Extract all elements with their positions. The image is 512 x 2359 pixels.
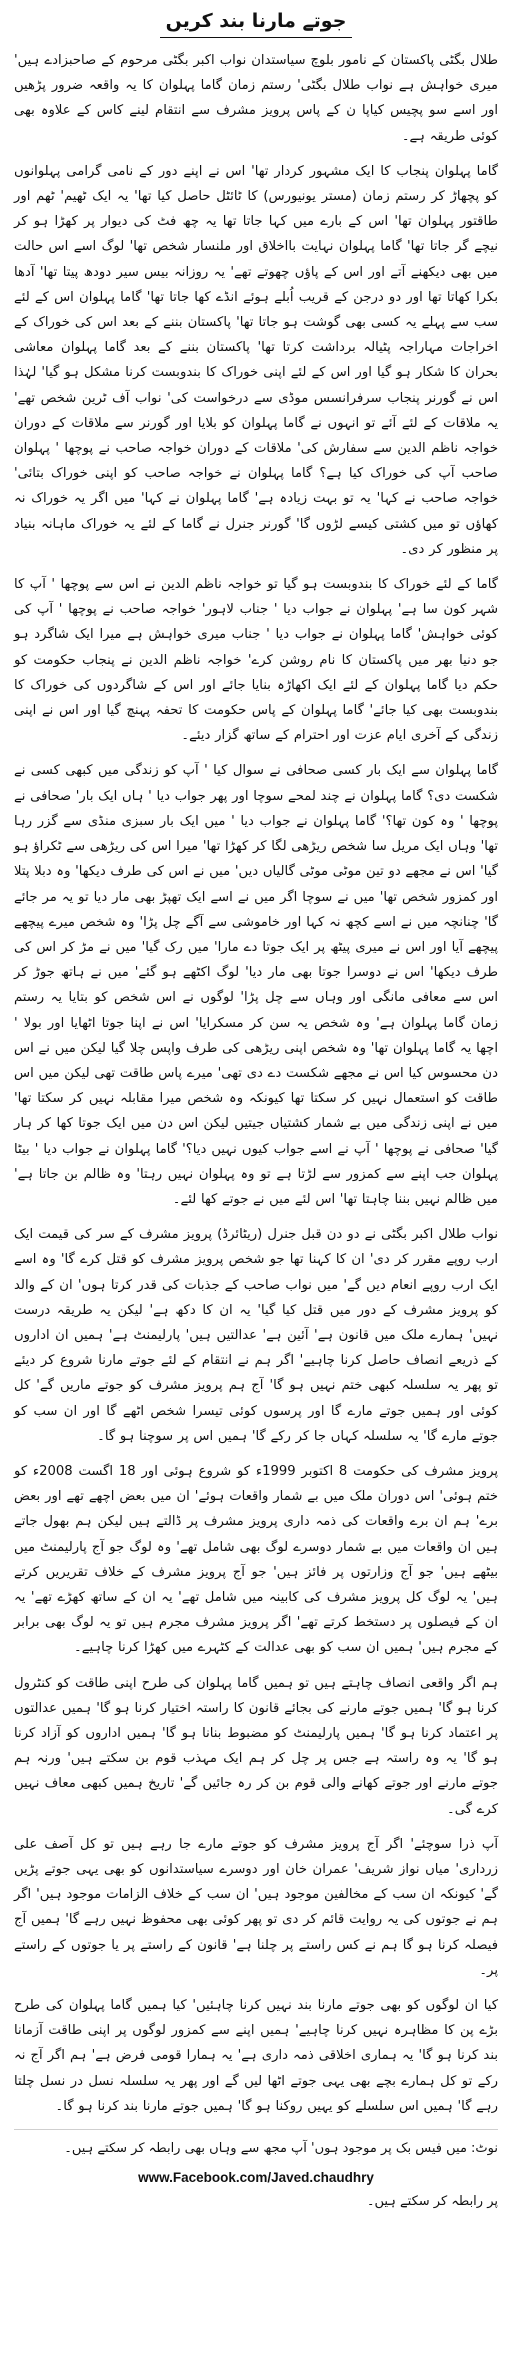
- paragraph-3: گاما کے لئے خوراک کا بندوبست ہو گیا تو خواجہ ناظم الدین نے اس سے پوچھا ' آپ کا شہر کون سا ہے' پہلوان نے جواب دیا ' جناب لاہور' خواجہ صاحب نے پوچھا ' آپ کی کوئی خواہش' گاما پہلوان نے جواب دیا ' جناب میری خواہش ہے میرا ایک شاگرد ہو جو دنیا بھر میں پاکستان کا نام روشن کرے' خواجہ ناظم الدین نے پنجاب حکومت کو حکم دیا گاما پہلوان کے لئے ایک اکھاڑہ بنایا جائے اور اس کے شاگردوں کی خوراک کا بندوبست بھی کیا جائے' گاما پہلوان کے پاس حکومت کا تحفہ پہنچ گیا اور اس نے اپنی زندگی کے آخری ایام عزت اور احترام کے ساتھ گزار دیئے۔: [14, 577, 498, 744]
- paragraph-1: طلال بگٹی پاکستان کے نامور بلوچ سیاستدان نواب اکبر بگٹی مرحوم کے صاحبزادے ہیں' میری خواہش ہے نواب طلال بگٹی' رستم زمان گاما پہلوان کا یہ واقعہ ضرور پڑھیں اور اسے سو پچیس کیاپا ن کے پاس پرویز مشرف سے انتقام لینے کاس کے علاوہ بھی کوئی طریقہ ہے۔: [14, 53, 498, 144]
- paragraph-7: ہم اگر واقعی انصاف چاہتے ہیں تو ہمیں گاما پہلوان کی طرح اپنی طاقت کو کنٹرول کرنا ہو گا' ہمیں جوتے مارنے کی بجائے قانون کا راستہ اختیار کرنا ہو گا' ہمیں عدالتوں پر اعتماد کرنا ہو گا' ہمیں پارلیمنٹ کو مضبوط بنانا ہو گا' ہمیں اداروں کو آزاد کرنا ہو گا' یہ وہ راستہ ہے جس پر چل کر ہم ایک مہذب قوم بن سکتے ہیں' ورنہ ہم جوتے مارنے اور جوتے کھانے والی قوم بن کر رہ جائیں گے' تاریخ ہمیں کبھی معاف نہیں کرے گی۔: [14, 1675, 498, 1817]
- paragraph-8: آپ ذرا سوچئے' اگر آج پرویز مشرف کو جوتے مارے جا رہے ہیں تو کل آصف علی زرداری' میاں نواز شریف' عمران خان اور دوسرے سیاستدانوں کو بھی یہی جوتے پڑیں گے' کیونکہ ان سب کے مخالفین موجود ہیں' ان سب کے خلاف الزامات موجود ہیں' اگر ہم نے جوتوں کی یہ روایت قائم کر دی تو پھر کوئی بھی محفوظ نہیں رہے گا' ہمیں آج فیصلہ کرنا ہو گا ہم نے کس راستے پر چلنا ہے' قانون کے راستے پر یا جوتوں کے راستے پر۔: [14, 1836, 498, 1978]
- footnote-text: نوٹ: میں فیس بک پر موجود ہوں' آپ مجھ سے وہاں بھی رابطہ کر سکتے ہیں۔: [64, 2141, 498, 2157]
- paragraph-6: پرویز مشرف کی حکومت 8 اکتوبر 1999ء کو شروع ہوئی اور 18 اگست 2008ء کو ختم ہوئی' اس دوران ملک میں بے شمار واقعات ہوئے' ان میں بعض اچھے تھے اور بعض برے' ہم ان برے واقعات کی ذمہ داری پرویز مشرف پر ڈالتے ہیں لیکن ہم بھول جاتے ہیں ان واقعات میں بے شمار دوسرے لوگ بھی شامل تھے' وہ لوگ جو آج پارلیمنٹ میں بیٹھے ہیں' جو آج وزارتوں پر فائز ہیں' جو آج پرویز مشرف کے خلاف تقریریں کرتے ہیں' یہ لوگ کل پرویز مشرف کی کابینہ میں شامل تھے' یہ ان کے ساتھ کھڑے تھے' یہ ان کے فیصلوں پر دستخط کرتے تھے' اگر پرویز مشرف مجرم ہیں تو یہ لوگ بھی برابر کے مجرم ہیں' ہمیں ان سب کو بھی عدالت کے کٹہرے میں کھڑا کرنا چاہیے۔: [14, 1463, 499, 1656]
- headline-text: جوتے مارنا بند کریں: [160, 8, 353, 38]
- paragraph-9: کیا ان لوگوں کو بھی جوتے مارنا بند نہیں کرنا چاہئیں' کیا ہمیں گاما پہلوان کی طرح بڑے پن کا مظاہرہ نہیں کرنا چاہیے' ہمیں اپنے سے کمزور لوگوں پر اپنی طاقت آزمانا بند کرنا ہو گا' یہ ہماری اخلاقی ذمہ داری ہے' یہ ہمارا قومی فرض ہے' ہم اگر آج نہ رکے تو کل ہمارے بچے بھی یہی جوتے اٹھا لیں گے اور پھر یہ سلسلہ نسل در نسل چلتا رہے گا' ہمیں اس سلسلے کو یہیں روکنا ہو گا' ہمیں جوتے مارنا بند کرنا ہو گا۔: [14, 1998, 498, 2114]
- paragraph-2: گاما پہلوان پنجاب کا ایک مشہور کردار تھا' اس نے اپنے دور کے نامی گرامی پہلوانوں کو پچھاڑ کر رستم زمان (مستر یونیورس) کا ٹائٹل حاصل کیا تھا' یہ ایک ٹھیم' ٹھم اور طاقتور پہلوان تھا' اس کے بارے میں کہا جاتا تھا یہ چھ فٹ کی دیوار پر کھڑا ہو کر نیچے گر جاتا تھا' گاما پہلوان نہایت بااخلاق اور ملنسار شخص تھا' لوگ اسے اس حالت میں بھی دیکھنے آتے اور اس کے پاؤں چھوتے تھے' یہ روزانہ بیس سیر دودھ پیتا تھا' آدھا بکرا کھاتا تھا اور دو درجن کے قریب اُبلے ہوئے انڈے کھا جاتا تھا' گاما پہلوان اس کے لئے سب سے پہلے یہ کسی بھی گوشت ہو جاتا تھا' پاکستان بننے کے بعد اس کی خوراک کے اخراجات مہاراجہ پٹیالہ برداشت کرتا تھا' پاکستان بننے کے بعد گاما پہلوان معاشی بحران کا شکار ہو گیا اور اس کے لئے اپنی خوراک کا بندوبست کرنا مشکل ہو گیا' لہٰذا اس نے گورنر پنجاب سرفرانسس موڈی سے درخواست کی' نواب آف ٹرین شخص تھے' یہ ملاقات کے لئے آئے تو انہوں نے گاما پہلوان کو بلایا اور گورنر سے ملاقات کے دوران خواجہ ناظم الدین سے سفارش کی' ملاقات کے دوران خواجہ صاحب نے پوچھا ' پہلوان صاحب آپ کی خوراک کیا ہے؟ گاما پہلوان نے خواجہ صاحب کو اپنی خوراک بتائی' خواجہ صاحب نے کہا' یہ تو بہت زیادہ ہے' گاما پہلوان نے کہا' میں اگر یہ خوراک نہ کھاؤں تو میں کشتی کیسے لڑوں گا' گورنر جنرل نے گاما کے لئے یہ خوراک ماہانہ بنیاد پر منظور کر دی۔: [14, 163, 498, 557]
- paragraph-5: نواب طلال اکبر بگٹی نے دو دن قبل جنرل (ریٹائرڈ) پرویز مشرف کے سر کی قیمت ایک ارب روپے مقرر کر دی' ان کا کہنا تھا جو شخص پرویز مشرف کو قتل کرے گا' وہ اسے ایک ارب روپے انعام دیں گے' میں نواب صاحب کے جذبات کی قدر کرتا ہوں' ان کے والد کو پرویز مشرف کے دور میں قتل کیا گیا' یہ ان کا دکھ ہے' لیکن یہ طریقہ درست نہیں' ہمارے ملک میں قانون ہے' آئین ہے' عدالتیں ہیں' پارلیمنٹ ہے' ہمیں ان اداروں کے ذریعے انصاف حاصل کرنا چاہیے' اگر ہم نے انتقام کے لئے جوتے مارنا شروع کر دیئے تو پھر یہ سلسلہ کبھی ختم نہیں ہو گا' آج ہم پرویز مشرف کو جوتے ماریں گے' کل کوئی اور ہمیں جوتے مارے گا اور پرسوں کوئی تیسرا شخص اٹھے گا اور ان سب کو جوتے مارے گا' یہ سلسلہ کہاں جا کر رکے گا' ہمیں اس پر سوچنا ہو گا۔: [14, 1227, 498, 1444]
- article-headline: [14, 8, 498, 38]
- paragraph-4: گاما پہلوان سے ایک بار کسی صحافی نے سوال کیا ' آپ کو زندگی میں کبھی کسی نے شکست دی؟ گاما پہلوان نے چند لمحے سوچا اور پھر جواب دیا ' ہاں ایک بار' صحافی نے پوچھا ' وہ کون تھا؟' گاما پہلوان نے جواب دیا ' میں ایک بار سبزی منڈی سے گزر رہا تھا' وہاں ایک مریل سا شخص ریڑھی لگا کر کھڑا تھا' میرا اس کی ریڑھی سے ٹکراؤ ہو گیا' اس نے مجھے دو تین موٹی موٹی گالیاں دیں' میں نے اس کی طرف دیکھا' وہ دبلا پتلا اور کمزور شخص تھا' میں نے سوچا اگر میں نے اسے ایک تھپڑ بھی مار دیا تو یہ مر جائے گا' چنانچہ میں نے اسے کچھ نہ کہا اور خاموشی سے آگے چل پڑا' وہ شخص میرے پیچھے پیچھے آیا اور اس نے میری پیٹھ پر ایک جوتا دے مارا' میں رک گیا' میں نے مڑ کر اس کی طرف دیکھا' اس نے دوسرا جوتا بھی مار دیا' لوگ اکٹھے ہو گئے' میں نے ہاتھ جوڑ کر اس سے معافی مانگی اور وہاں سے چل پڑا' لوگوں نے اس شخص کو بتایا یہ رستم زمان گاما پہلوان ہے' وہ شخص یہ سن کر مسکرایا' اس نے اپنا جوتا اٹھایا اور بولا ' اچھا یہ گاما پہلوان تھا' وہ شخص اپنی ریڑھی کی طرف واپس چلا گیا لیکن میں نے اس دن محسوس کیا اس نے مجھے شکست دے دی تھی' میرے پاس طاقت تھی لیکن میں اس طاقت کو استعمال نہیں کر سکتا تھا کیونکہ وہ شخص میرا مقابلہ نہیں کر سکتا تھا' میں نے اپنی زندگی میں بے شمار کشتیاں جیتیں لیکن اس دن میں ایک جوتا کھا کر ہار گیا' صحافی نے پوچھا ' آپ نے اسے جواب کیوں نہیں دیا؟' گاما پہلوان نے جواب دیا ' بیٹا پہلوان جب اپنے سے کمزور سے لڑتا ہے تو وہ پہلوان نہیں رہتا' وہ ظالم بن جاتا ہے' میں ظالم نہیں بننا چاہتا تھا' اس لئے میں نے جوتے کھا لئے۔: [14, 763, 498, 1207]
- article-body: [14, 48, 498, 2119]
- contact-line: پر رابطہ کر سکتے ہیں۔: [366, 2194, 498, 2210]
- facebook-link[interactable]: www.Facebook.com/Javed.chaudhry: [138, 2170, 374, 2186]
- footer-divider: [14, 2129, 498, 2130]
